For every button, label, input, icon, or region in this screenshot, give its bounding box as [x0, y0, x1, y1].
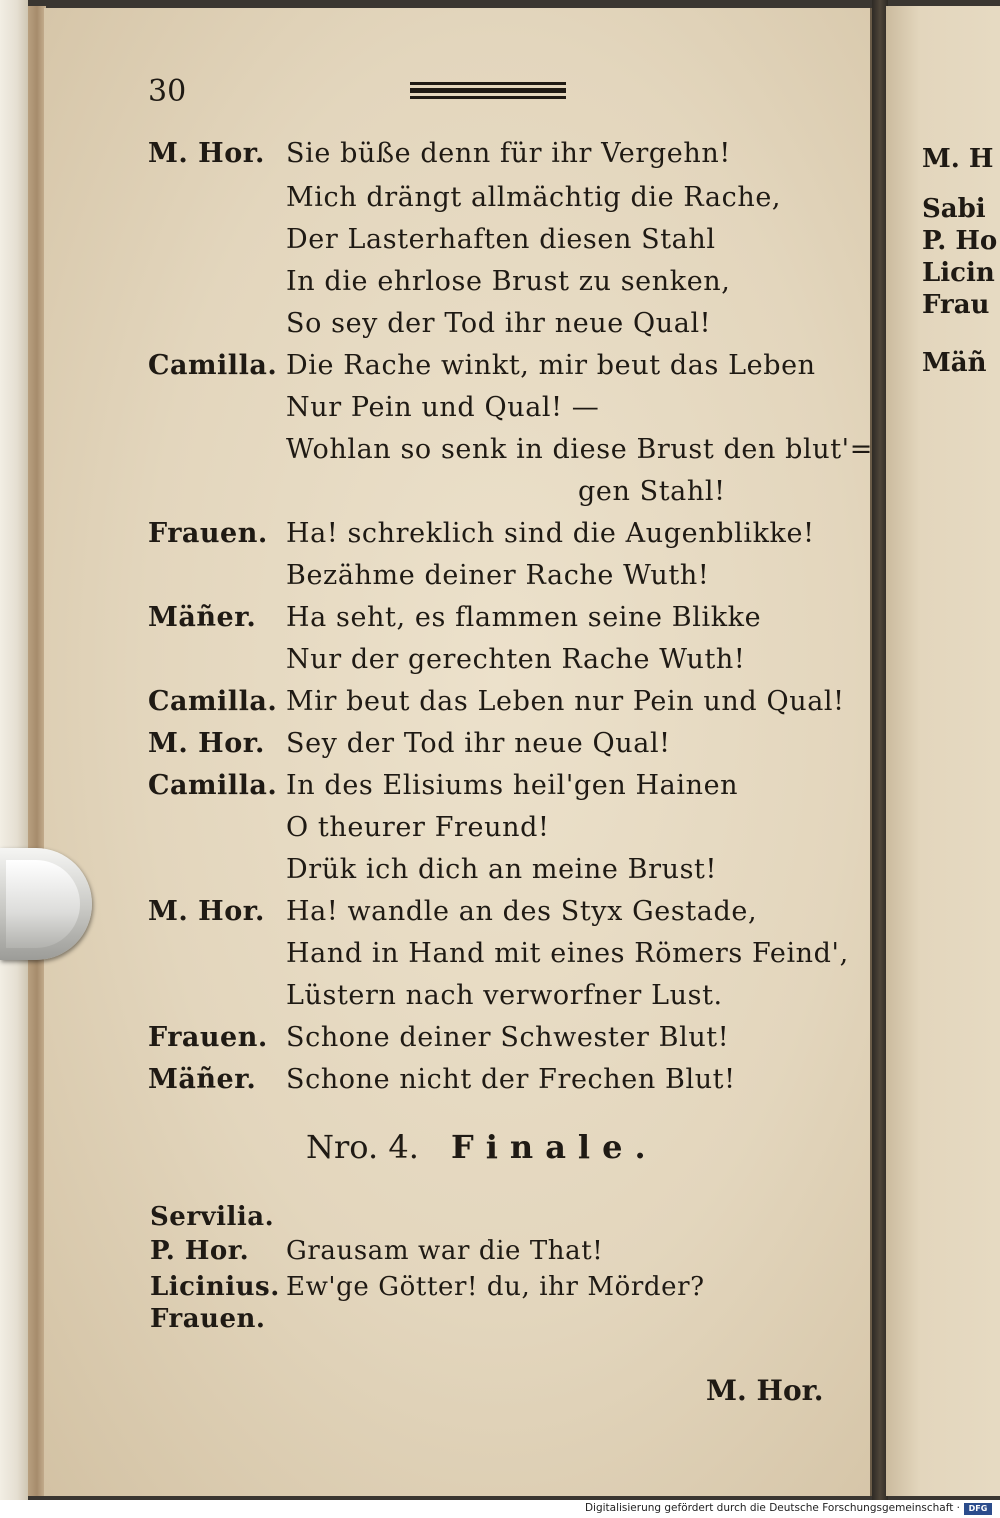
verse-text: Mir beut das Leben nur Pein und Qual!	[286, 686, 845, 717]
verse-text: In die ehrlose Brust zu senken,	[286, 266, 731, 297]
speaker-label: Camilla.	[148, 350, 278, 381]
verse-text: Schone nicht der Frechen Blut!	[286, 1064, 736, 1095]
verse-text: Grausam war die That!	[286, 1236, 604, 1266]
speaker-label: Frauen.	[150, 1304, 266, 1334]
verse-text: Ha! wandle an des Styx Gestade,	[286, 896, 758, 927]
facing-page	[886, 6, 1000, 1496]
facing-page-fragment: Frau	[922, 290, 990, 320]
speaker-label: Licinius.	[150, 1272, 280, 1302]
speaker-label: Frauen.	[148, 518, 268, 549]
funding-credit: Digitalisierung gefördert durch die Deutsche Forschungsgemeinschaft ·	[584, 1502, 960, 1514]
speaker-label: M. Hor.	[148, 728, 265, 759]
verse-text: In des Elisiums heil'gen Hainen	[286, 770, 739, 801]
speaker-label: Servilia.	[150, 1202, 275, 1232]
speaker-label: Mäñer.	[148, 602, 257, 633]
verse-text: Lüstern nach verworfner Lust.	[286, 980, 723, 1011]
verse-text: Nur Pein und Qual! —	[286, 392, 600, 423]
catchword: M. Hor.	[706, 1374, 824, 1407]
verse-text: Bezähme deiner Rache Wuth!	[286, 560, 710, 591]
verse-text: Die Rache winkt, mir beut das Leben	[286, 350, 816, 381]
verse-text: gen Stahl!	[578, 476, 726, 507]
footer-bar	[0, 1500, 1000, 1518]
verse-text: Nur der gerechten Rache Wuth!	[286, 644, 746, 675]
section-number: Nro. 4.	[306, 1128, 419, 1166]
speaker-label: M. Hor.	[148, 896, 265, 927]
speaker-label: P. Hor.	[150, 1236, 250, 1266]
facing-page-fragment: Mäñ	[922, 348, 987, 378]
facing-page-fragment: Sabi	[922, 194, 986, 224]
verse-text: Schone deiner Schwester Blut!	[286, 1022, 730, 1053]
verse-text: Der Lasterhaften diesen Stahl	[286, 224, 716, 255]
speaker-label: Camilla.	[148, 770, 278, 801]
speaker-label: M. Hor.	[148, 138, 265, 169]
verse-text: Sie büße denn für ihr Vergehn!	[286, 138, 731, 169]
section-title: Finale.	[451, 1128, 658, 1166]
verse-text: Hand in Hand mit eines Römers Feind',	[286, 938, 849, 969]
speaker-label: Camilla.	[148, 686, 278, 717]
page-number: 30	[148, 74, 187, 109]
section-heading	[306, 1128, 658, 1166]
dfg-logo: DFG	[964, 1503, 992, 1515]
verse-text: Wohlan so senk in diese Brust den blut'=	[286, 434, 873, 465]
verse-text: So sey der Tod ihr neue Qual!	[286, 308, 712, 339]
verse-text: Ha! schreklich sind die Augenblikke!	[286, 518, 815, 549]
speaker-label: Mäñer.	[148, 1064, 257, 1095]
speaker-label: Frauen.	[148, 1022, 268, 1053]
verse-text: Ha seht, es flammen seine Blikke	[286, 602, 762, 633]
facing-page-fragment: Licin	[922, 258, 995, 288]
verse-text: Sey der Tod ihr neue Qual!	[286, 728, 671, 759]
facing-page-fragment: M. H	[922, 144, 994, 174]
verse-text: Ew'ge Götter! du, ihr Mörder?	[286, 1272, 705, 1302]
facing-page-fragment: P. Ho	[922, 226, 998, 256]
header-ornament-rule	[410, 82, 566, 102]
verse-text: Drük ich dich an meine Brust!	[286, 854, 717, 885]
verse-text: O theurer Freund!	[286, 812, 550, 843]
verse-text: Mich drängt allmächtig die Rache,	[286, 182, 782, 213]
left-page-edge	[0, 0, 28, 1500]
